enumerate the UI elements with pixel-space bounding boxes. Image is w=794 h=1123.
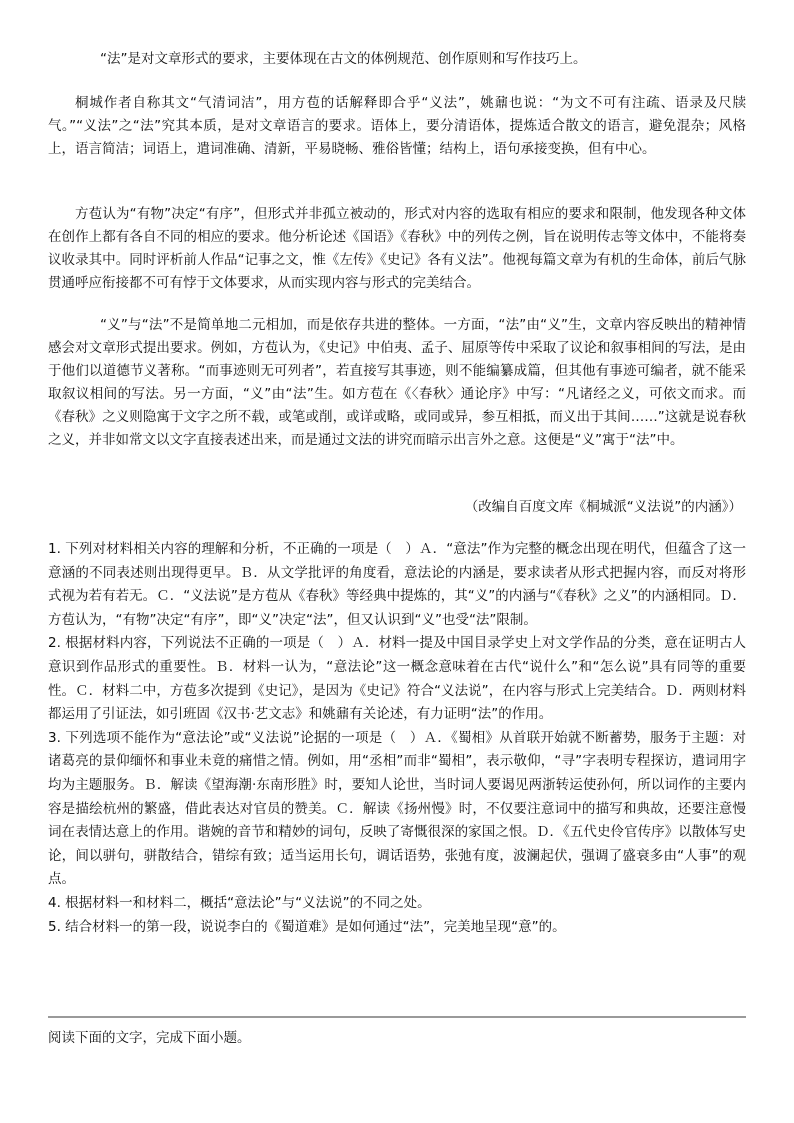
section-divider xyxy=(48,1016,746,1018)
material-paragraph-1: “法”是对文章形式的要求，主要体现在古文的体例规范、创作原则和写作技巧上。 xyxy=(100,51,587,67)
material-source: （改编自百度文库《桐城派“义法说”的内涵》） xyxy=(464,499,742,515)
material-paragraph-4: “义”与“法”不是简单地二元相加，而是依存共进的整体。一方面，“法”由“义”生，文章内容反映出的精神情感会对文章形式提出要求。例如，方苞认为，《史记》中伯夷、孟子、屈原等传中采取了议论和叙事相间的写法，是由于他们以道德节义著称。“而事迹则无可列者”，若直接写其事迹，则不能编纂成篇，但其他有事迹可编者，就不能采取叙议相间的写法。另一方面，“义”由“法”生。如方苞在《〈春秋〉通论序》中写：“凡诸经之义，可依文而求。而《春秋》之义则隐寓于文字之所不载，或笔或削，或详或略，或同或异，参互相抵，而义出于其间……”这就是说春秋之义，并非如常文以文字直接表述出来，而是通过文法的讲究而暗示出言外之意。这便是“义”寓于“法”中。 xyxy=(48,317,746,448)
question-2: 2. 根据材料内容，下列说法不正确的一项是（ ）Ａ．材料一提及中国目录学史上对文学作品的分类，意在证明古人意识到作品形式的重要性。Ｂ．材料一认为，“意法论”这一概念意味着在古代“说什么”和“怎么说”具有同等的重要性。Ｃ．材料二中，方苞多次提到《史记》，是因为《史记》符合“义法说”，在内容与形式上完美结合。Ｄ．两则材料都运用了引证法，如引班固《汉书·艺文志》和姚鼐有关论述，有力证明“法”的作用。 xyxy=(48,635,746,723)
question-1: 1. 下列对材料相关内容的理解和分析，不正确的一项是（ ）Ａ．“意法”作为完整的概念出现在明代，但蕴含了这一意涵的不同表述则出现得更早。Ｂ．从文学批评的角度看，意法论的内涵是，要求读者从形式把握内容，而反对将形式视为若有若无。Ｃ．“义法说”是方苞从《春秋》等经典中提炼的，其“义”的内涵与“《春秋》之义”的内涵相同。Ｄ．方苞认为，“有物”决定“有序”，即“义”决定“法”，但又认识到“义”也受“法”限制。 xyxy=(48,541,746,628)
question-5: 5. 结合材料一的第一段，说说李白的《蜀道难》是如何通过“法”，完美地呈现“意”的。 xyxy=(48,918,566,935)
next-section-instruction: 阅读下面的文字，完成下面小题。 xyxy=(48,1030,251,1046)
question-3: 3. 下列选项不能作为“意法论”或“义法说”论据的一项是（ ）Ａ．《蜀相》从首联开始就不断蓄势，服务于主题：对诸葛亮的景仰缅怀和事业未竟的痛惜之情。例如，用“丞相”而非“蜀相”，表示敬仰，“寻”字表明专程探访，遣词用字均为主题服务。Ｂ．解读《望海潮·东南形胜》时，要知人论世，当时词人要谒见两浙转运使孙何，所以词作的主要内容是描绘杭州的繁盛，借此表达对官员的赞美。Ｃ．解读《扬州慢》时，不仅要注意词中的描写和典故，还要注意慢词在表情达意上的作用。谐婉的音节和精妙的词句，反映了寄慨很深的家国之恨。Ｄ．《五代史伶官传序》以散体写史论，间以骈句，骈散结合，错综有致；适当运用长句，调话语势，张弛有度，波澜起伏，强调了盛衰多由“人事”的观点。 xyxy=(48,729,746,888)
material-paragraph-2: 桐城作者自称其文“气清词洁”，用方苞的话解释即合乎“义法”，姚鼐也说：“为文不可有注疏、语录及尺牍气。”“义法”之“法”究其本质，是对文章语言的要求。语体上，要分清语体，提炼适合散文的语言，避免混杂；风格上，语言简洁；词语上，遣词准确、清新，平易晓畅、雅俗皆懂；结构上，语句承接变换，但有中心。 xyxy=(48,95,746,157)
question-4: 4. 根据材料一和材料二，概括“意法论”与“义法说”的不同之处。 xyxy=(48,894,431,911)
question-list xyxy=(48,538,746,939)
material-paragraph-3: 方苞认为“有物”决定“有序”，但形式并非孤立被动的，形式对内容的选取有相应的要求和限制，他发现各种文体在创作上都有各自不同的相应的要求。他分析论述《国语》《春秋》中的列传之例，旨在说明传志等文体中，不能将奏议收录其中。同时评析前人作品“记事之文，惟《左传》《史记》各有义法”。他视每篇文章为有机的生命体，前后气脉贯通呼应衔接都不可有悖于文体要求，从而实现内容与形式的完美结合。 xyxy=(48,206,746,291)
